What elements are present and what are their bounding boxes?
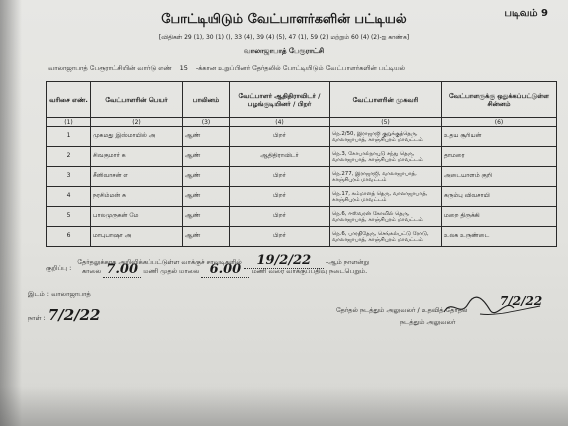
col-header-name: வேட்பாளரின் பெயர் [91, 82, 183, 118]
table-row [47, 227, 557, 247]
cell-symbol: உலக உருண்டை [442, 227, 557, 247]
cell-name: சிவகுமார் க [91, 147, 183, 167]
cell-address [330, 187, 442, 207]
ward-line-prefix: வாலாஜாபாத் பேரூராட்சியின் வார்டு எண் [48, 64, 172, 72]
cell-gender: ஆண் [183, 227, 230, 247]
ward-number: 15 [179, 64, 188, 72]
cell-gender: ஆண் [183, 207, 230, 227]
form-number: படிவம் 9 [504, 8, 548, 19]
place-value: வாலாஜாபாத் [51, 290, 91, 298]
cell-name: மாபுபாஷா அ [91, 227, 183, 247]
cell-address [330, 227, 442, 247]
column-number: (1) [47, 118, 91, 127]
column-number: (4) [230, 118, 330, 127]
poll-date-prefix: தேர்தலுக்காக அறிவிக்கப்பட்டுள்ள வாக்குச் சாவடிகளில் [77, 258, 242, 266]
place-label: இடம் : [28, 290, 49, 298]
cell-gender: ஆண் [183, 127, 230, 147]
column-number: (6) [442, 118, 557, 127]
table-header-row [47, 82, 557, 118]
cell-serial: 5 [47, 207, 91, 227]
address-text: நெ.6, ஈஸ்வரன் கோவில் தெரு, வாலாஜாபாத், காஞ்சிபுரம் மாவட்டம் [332, 210, 423, 223]
candidates-table [46, 81, 557, 247]
document-title: போட்டியிடும் வேட்பாளர்களின் பட்டியல் [161, 12, 407, 27]
cell-symbol: அடையாளம் குறி [442, 167, 557, 187]
ward-line [48, 64, 413, 73]
cell-serial: 2 [47, 147, 91, 167]
cell-serial: 6 [47, 227, 91, 247]
time-suffix: மணி வரை வாக்குப்பதிவு நடைபெறும். [251, 267, 368, 275]
address-text: நெ.17, கம்மாளத் தெரு, வாலாஜாபாத், காஞ்சிபுரம் மாவட்டம் [332, 190, 428, 203]
cell-symbol: மறை திருக்கி [442, 207, 557, 227]
column-number-row [47, 118, 557, 127]
address-text: நெ.277, இராஜாஜி, வாலாஜாபாத், காஞ்சிபுரம் மாவட்டம் [332, 170, 417, 183]
cell-address [330, 147, 442, 167]
page-shadow-bottom [0, 386, 568, 426]
table-row [47, 187, 557, 207]
cell-category: பிறர் [230, 207, 330, 227]
table-row [47, 167, 557, 187]
address-text: நெ.6, பாரதிதேரு, செங்கல்பட்டு ரோடு, வாலாஜாபாத், காஞ்சிபுரம் மாவட்டம் [332, 230, 429, 243]
date-line [28, 306, 101, 324]
col-header-address: வேட்பாளரின் முகவரி [330, 82, 442, 118]
officer-title-line1: தேர்தல் நடத்தும் அலுவலர் / உதவித் தேர்தல் [336, 306, 468, 314]
col-header-symbol: வேட்பாளருக்கு ஒதுக்கப்பட்டுள்ள சின்னம் [442, 82, 557, 118]
page-shadow-left [0, 0, 22, 426]
cell-serial: 3 [47, 167, 91, 187]
cell-serial: 1 [47, 127, 91, 147]
poll-time-line [82, 262, 367, 278]
cell-category: ஆதிதிராவிடர் [230, 147, 330, 167]
col-header-category: வேட்பாளர் ஆதிதிராவிடர் / பழங்குடியினர் / பிறர் [230, 82, 330, 118]
poll-date-value: 19/2/22 [244, 253, 324, 269]
time-middle: மணி முதல் மாலை [143, 267, 200, 275]
cell-category: பிறர் [230, 127, 330, 147]
column-number: (5) [330, 118, 442, 127]
cell-category: பிறர் [230, 227, 330, 247]
cell-name: முகமது இஸ்மாயில் அ [91, 127, 183, 147]
cell-symbol: கரும்பு விவசாயி [442, 187, 557, 207]
col-header-serial: வரிசை எண். [47, 82, 91, 118]
cell-gender: ஆண் [183, 167, 230, 187]
cell-address [330, 167, 442, 187]
cell-name: நரசிம்மன் சு [91, 187, 183, 207]
cell-address [330, 207, 442, 227]
cell-gender: ஆண் [183, 147, 230, 167]
cell-serial: 4 [47, 187, 91, 207]
time-prefix: காலை [82, 267, 102, 275]
table-row [47, 127, 557, 147]
cell-category: பிறர் [230, 167, 330, 187]
col-header-gender: பாலினம் [183, 82, 230, 118]
cell-name: பாலமுருகன் மே [91, 207, 183, 227]
cell-symbol: உதய சூரியன் [442, 127, 557, 147]
cell-symbol: தாமரை [442, 147, 557, 167]
address-text: நெ.2/50, இராஜாஜி குறுக்குத்தெரு, வாலாஜாபாத், காஞ்சிபுரம் மாவட்டம் [332, 130, 423, 143]
table-row [47, 147, 557, 167]
rule-reference: [விதிகள் 29 (1), 30 (1) (), 33 (4), 39 (4) (5), 47 (1), 59 (2) மற்றும் 60 (4) (2)-ஐ காண்க] [158, 34, 410, 41]
column-number: (3) [183, 118, 230, 127]
cell-address [330, 127, 442, 147]
place-line [28, 290, 91, 299]
time-end-value: 6.00 [201, 262, 249, 278]
signature-date: 7/2/22 [500, 294, 543, 308]
address-text: நெ.3, கோபால்நாயுடு சந்து தெரு, வாலாஜாபாத், காஞ்சிபுரம் மாவட்டம் [332, 150, 423, 163]
ward-line-suffix: -க்கான உறுப்பினர் தேர்தலில் போட்டியிடும் வேட்பாளர்களின் பட்டியல் [195, 64, 406, 72]
table-row [47, 207, 557, 227]
poll-date-suffix: -ஆம் நாளன்று [325, 258, 369, 266]
cell-category: பிறர் [230, 187, 330, 207]
date-value: 7/2/22 [47, 306, 101, 324]
cell-gender: ஆண் [183, 187, 230, 207]
cell-name: சீனிவாசன் எ [91, 167, 183, 187]
note-label: குறிப்பு : [46, 264, 72, 272]
officer-title-line2: நடத்தும் அலுவலர் [400, 318, 456, 326]
column-number: (2) [91, 118, 183, 127]
time-start-value: 7.00 [103, 262, 141, 278]
local-body-name: வாலாஜாபாத் பேரூராட்சி [243, 47, 325, 55]
date-label: நாள் : [28, 314, 46, 322]
